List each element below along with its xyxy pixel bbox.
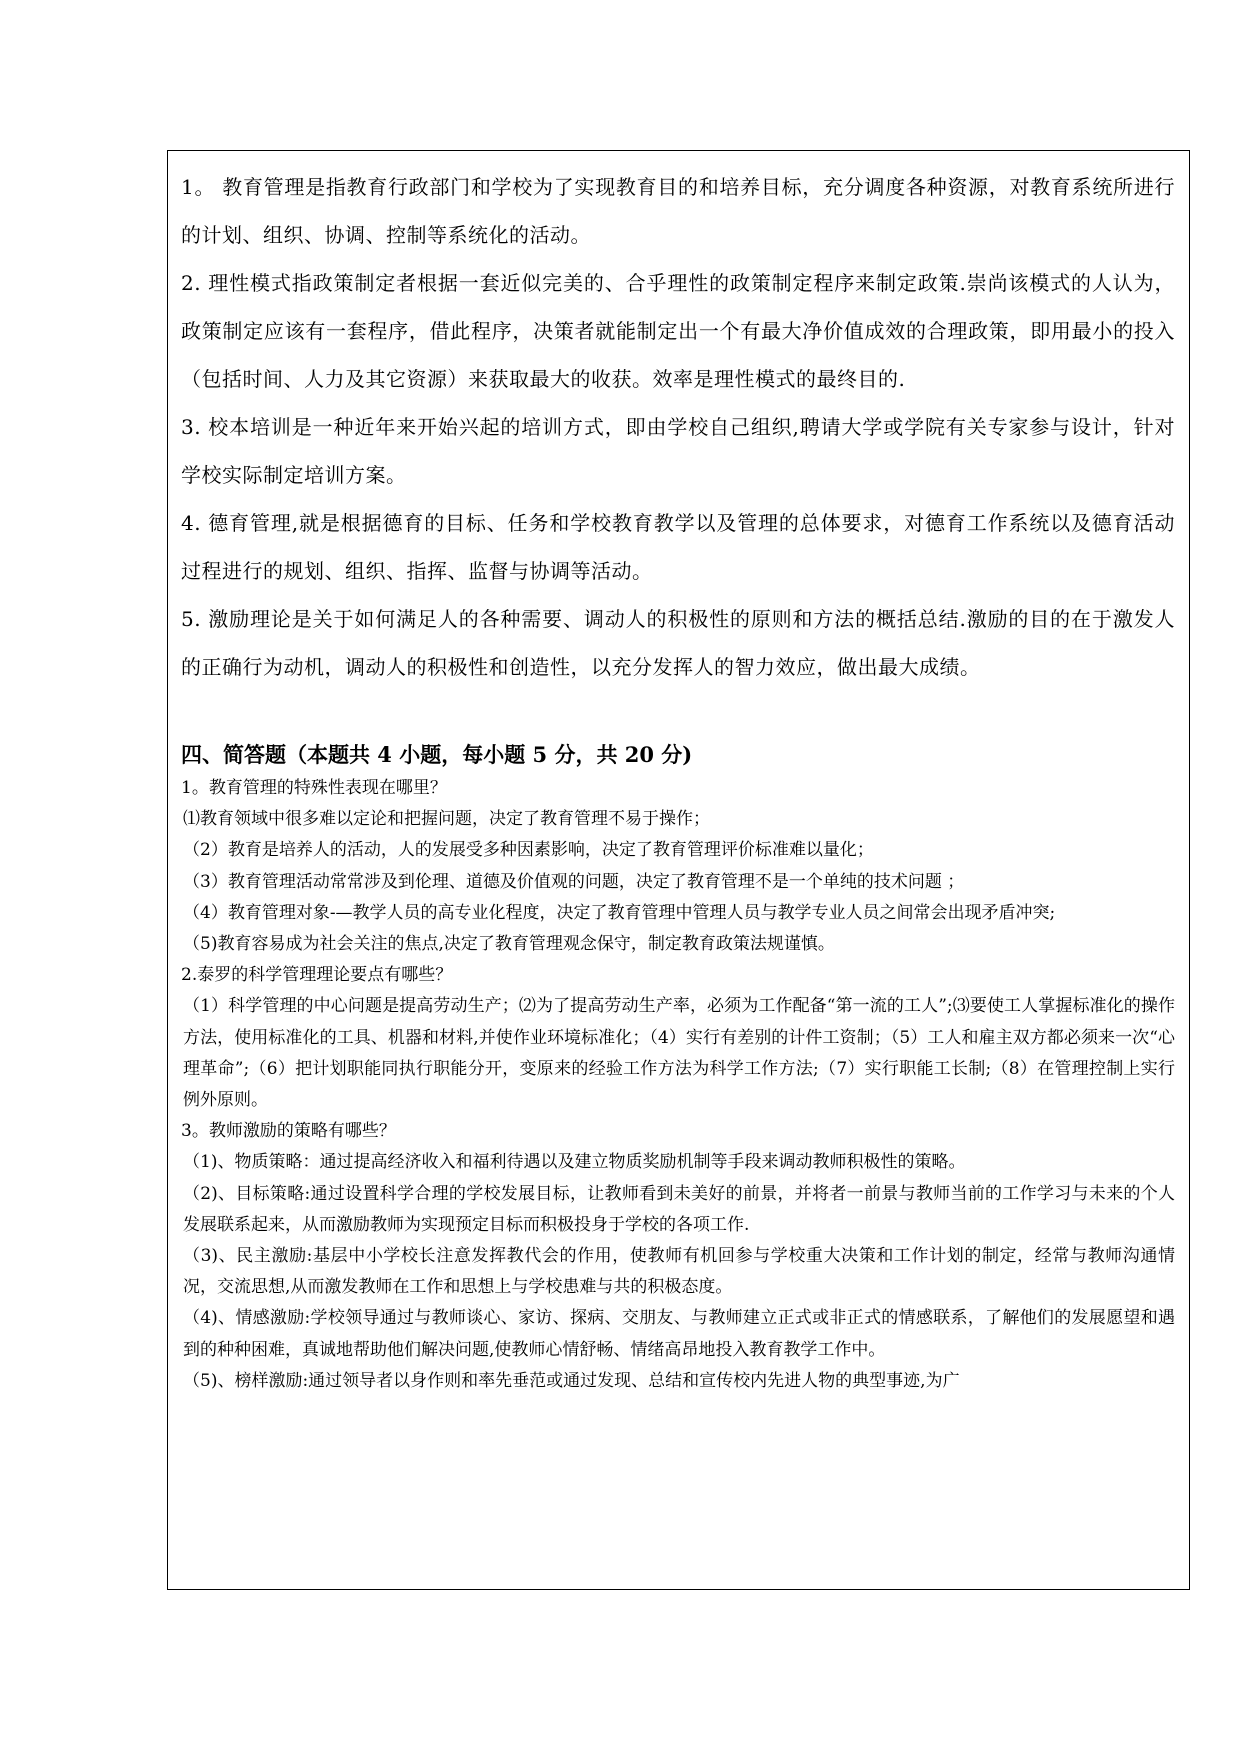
- definition-paragraph: 3. 校本培训是一种近年来开始兴起的培训方式，即由学校自己组织,聘请大学或学院有关专家参与设计，针对学校实际制定培训方案。: [181, 415, 1175, 487]
- definition-paragraph: 4. 德育管理,就是根据德育的目标、任务和学校教育教学以及管理的总体要求，对德育工作系统以及德育活动过程进行的规划、组织、指挥、监督与协调等活动。: [181, 511, 1175, 583]
- question-block: [181, 773, 1175, 960]
- question-title: 2.泰罗的科学管理理论要点有哪些？: [181, 965, 453, 986]
- answer-point: （3)、民主激励:基层中小学校长注意发挥教代会的作用，使教师有机回参与学校重大决策和工作计划的制定，经常与教师沟通情况，交流思想,从而激发教师在工作和思想上与学校患难与共的积极态度。: [183, 1246, 1175, 1298]
- question-block: [181, 1116, 1175, 1397]
- answer-point: （4)、情感激励:学校领导通过与教师谈心、家访、探病、交朋友、与教师建立正式或非正式的情感联系，了解他们的发展愿望和遇到的种种困难，真诚地帮助他们解决问题,使教师心情舒畅、情绪高昂地投入教育教学工作中。: [183, 1308, 1175, 1360]
- answer-point: ⑴教育领域中很多难以定论和把握问题，决定了教育管理不易于操作；: [183, 809, 710, 830]
- definition-paragraph: 5. 激励理论是关于如何满足人的各种需要、调动人的积极性的原则和方法的概括总结.激励的目的在于激发人的正确行为动机，调动人的积极性和创造性，以充分发挥人的智力效应，做出最大成绩。: [181, 607, 1175, 679]
- section-heading: 四、简答题（本题共 4 小题，每小题 5 分，共 20 分): [181, 742, 693, 767]
- answer-point: （1）科学管理的中心问题是提高劳动生产；⑵为了提高劳动生产率，必须为工作配备“第一流的工人”;⑶要使工人掌握标准化的操作方法，使用标准化的工具、机器和材料,并使作业环境标准化；（4）实行有差别的计件工资制；（5）工人和雇主双方都必须来一次“心理革命”;（6）把计划职能同执行职能分开，变原来的经验工作方法为科学工作方法;（7）实行职能工长制;（8）在管理控制上实行例外原则。: [183, 996, 1175, 1111]
- answer-point: （4）教育管理对象-—教学人员的高专业化程度，决定了教育管理中管理人员与教学专业人员之间常会出现矛盾冲突;: [183, 902, 1056, 923]
- definition-paragraph: 1。 教育管理是指教育行政部门和学校为了实现教育目的和培养目标，充分调度各种资源，对教育系统所进行的计划、组织、协调、控制等系统化的活动。: [181, 175, 1175, 247]
- short-answer-section: [181, 773, 1175, 1397]
- answer-box: [167, 150, 1190, 1590]
- question-title: 1。教育管理的特殊性表现在哪里？: [181, 778, 447, 798]
- answer-point: （2）教育是培养人的活动，人的发展受多种因素影响，决定了教育管理评价标准难以量化；: [183, 840, 874, 861]
- answer-point: （5)、榜样激励:通过领导者以身作则和率先垂范或通过发现、总结和宣传校内先进人物的典型事迹,为广: [183, 1370, 960, 1391]
- definitions-section: [181, 163, 1175, 691]
- answer-point: （3）教育管理活动常常涉及到伦理、道德及价值观的问题，决定了教育管理不是一个单纯的技术问题 ；: [183, 871, 965, 892]
- definition-paragraph: 2. 理性模式指政策制定者根据一套近似完美的、合乎理性的政策制定程序来制定政策.崇尚该模式的人认为，政策制定应该有一套程序，借此程序，决策者就能制定出一个有最大净价值成效的合理政策，即用最小的投入（包括时间、人力及其它资源）来获取最大的收获。效率是理性模式的最终目的.: [181, 271, 1175, 391]
- answer-point: （1)、物质策略：通过提高经济收入和福利待遇以及建立物质奖励机制等手段来调动教师积极性的策略。: [183, 1152, 966, 1173]
- answer-point: （2)、目标策略:通过设置科学合理的学校发展目标，让教师看到未美好的前景，并将者一前景与教师当前的工作学习与未来的个人发展联系起来，从而激励教师为实现预定目标而积极投身于学校的各项工作.: [183, 1183, 1175, 1235]
- question-title: 3。教师激励的策略有哪些？: [181, 1121, 396, 1142]
- question-block: [181, 960, 1175, 1116]
- answer-point: （5)教育容易成为社会关注的焦点,决定了教育管理观念保守，制定教育政策法规谨慎。: [183, 934, 835, 955]
